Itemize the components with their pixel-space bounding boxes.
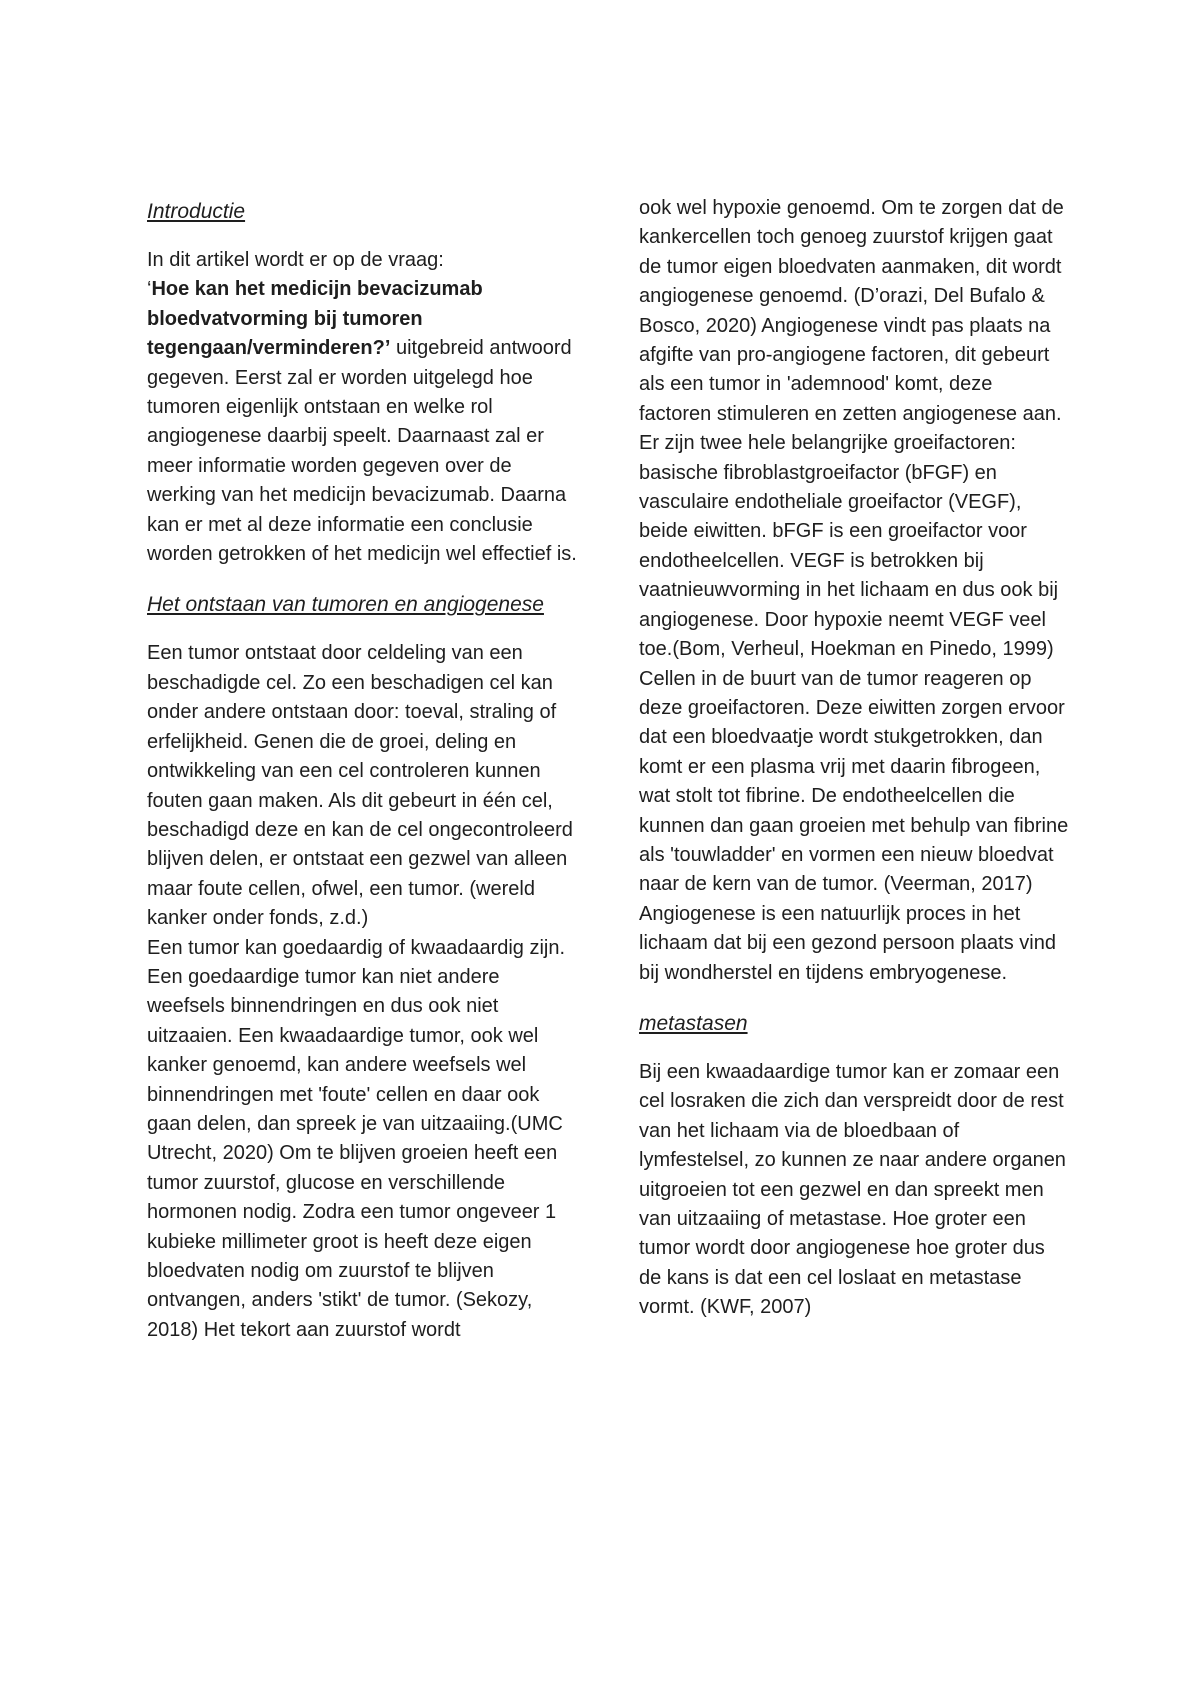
intro-paragraph <box>147 246 577 569</box>
spacer <box>147 569 577 589</box>
intro-lead: In dit artikel wordt er op de vraag: <box>147 249 444 271</box>
angiogenesis-natural-paragraph: Angiogenese is een natuurlijk proces in het lichaam dat bij een gezond persoon plaats vind bij wondherstel en tijdens embryogenese. <box>639 902 1056 984</box>
section-heading-metastasen: metastasen <box>639 1011 748 1035</box>
section-heading-tumors: Het ontstaan van tumoren en angiogenese <box>147 593 544 617</box>
tumor-paragraph-2: Een tumor kan goedaardig of kwaadaardig zijn. Een goedaardige tumor kan niet andere weefsels binnendringen en dus ook niet uitzaaien. Een kwaadaardige tumor, ook wel kanker genoemd, kan andere weefsels wel binnendringen met 'foute' cellen en daar ook gaan delen, dan spreek je van uitzaaiing.(UMC Utrecht, 2020) Om te blijven groeien heeft een tumor zuurstof, glucose en verschillende hormonen nodig. Zodra een tumor ongeveer 1 kubieke millimeter groot is heeft deze eigen bloedvaten nodig om zuurstof te blijven ontvangen, anders 'stikt' de tumor. (Sekozy, 2018) Het tekort aan zuurstof wordt <box>147 936 566 1341</box>
research-question-open: ‘ <box>147 278 152 301</box>
spacer <box>639 988 1069 1008</box>
left-column <box>147 196 577 1345</box>
spacer <box>639 1040 1069 1058</box>
spacer <box>147 228 577 246</box>
intro-heading: Introductie <box>147 200 246 223</box>
intro-rest: uitgebreid antwoord gegeven. Eerst zal er worden uitgelegd hoe tumoren eigenlijk ontstaan en welke rol angiogenese daarbij speelt. Daarnaast zal er meer informatie worden gegeven over de werking van het medicijn bevacizumab. Daarna kan er met al deze informatie een conclusie worden getrokken of het medicijn wel effectief is. <box>147 337 577 566</box>
research-question: Hoe kan het medicijn bevacizumab bloedvatvorming bij tumoren tegengaan/verminderen?’ <box>147 278 483 360</box>
metastasis-paragraph: Bij een kwaadaardige tumor kan er zomaar een cel losraken die zich dan verspreidt door de rest van het lichaam via de bloedbaan of lymfestelsel, zo kunnen ze naar andere organen uitgroeien tot een gezwel en dan spreekt men van uitzaaiing of metastase. Hoe groter een tumor wordt door angiogenese hoe groter dus de kans is dat een cel loslaat en metastase vormt. (KWF, 2007) <box>639 1060 1066 1319</box>
right-column <box>639 196 1069 1323</box>
spacer <box>147 621 577 639</box>
tumor-paragraph-1: Een tumor ontstaat door celdeling van een beschadigde cel. Zo een beschadigen cel kan onder andere ontstaan door: toeval, straling of erfelijkheid. Genen die de groei, deling en ontwikkeling van een cel controleren kunnen fouten gaan maken. Als dit gebeurt in één cel, beschadigd deze en kan de cel ongecontroleerd blijven delen, er ontstaat een gezwel van alleen maar foute cellen, ofwel, een tumor. (wereld kanker onder fonds, z.d.) <box>147 642 573 930</box>
angiogenesis-paragraph: ook wel hypoxie genoemd. Om te zorgen dat de kankercellen toch genoeg zuurstof krijgen gaat de tumor eigen bloedvaten aanmaken, dit wordt angiogenese genoemd. (D’orazi, Del Bufalo & Bosco, 2020) Angiogenese vindt pas plaats na afgifte van pro-angiogene factoren, dit gebeurt als een tumor in 'ademnood' komt, deze factoren stimuleren en zetten angiogenese aan. Er zijn twee hele belangrijke groeifactoren: basische fibroblastgroeifactor (bFGF) en vasculaire endotheliale groeifactor (VEGF), beide eiwitten. bFGF is een groeifactor voor endotheelcellen. VEGF is betrokken bij vaatnieuwvorming in het lichaam en dus ook bij angiogenese. Door hypoxie neemt VEGF veel toe.(Bom, Verheul, Hoekman en Pinedo, 1999) Cellen in de buurt van de tumor reageren op deze groeifactoren. Deze eiwitten zorgen ervoor dat een bloedvaatje wordt stukgetrokken, dan komt er een plasma vrij met daarin fibrogeen, wat stolt tot fibrine. De endotheelcellen die kunnen dan gaan groeien met behulp van fibrine als 'touwladder' en vormen een nieuw bloedvat naar de kern van de tumor. (Veerman, 2017) <box>639 197 1069 896</box>
